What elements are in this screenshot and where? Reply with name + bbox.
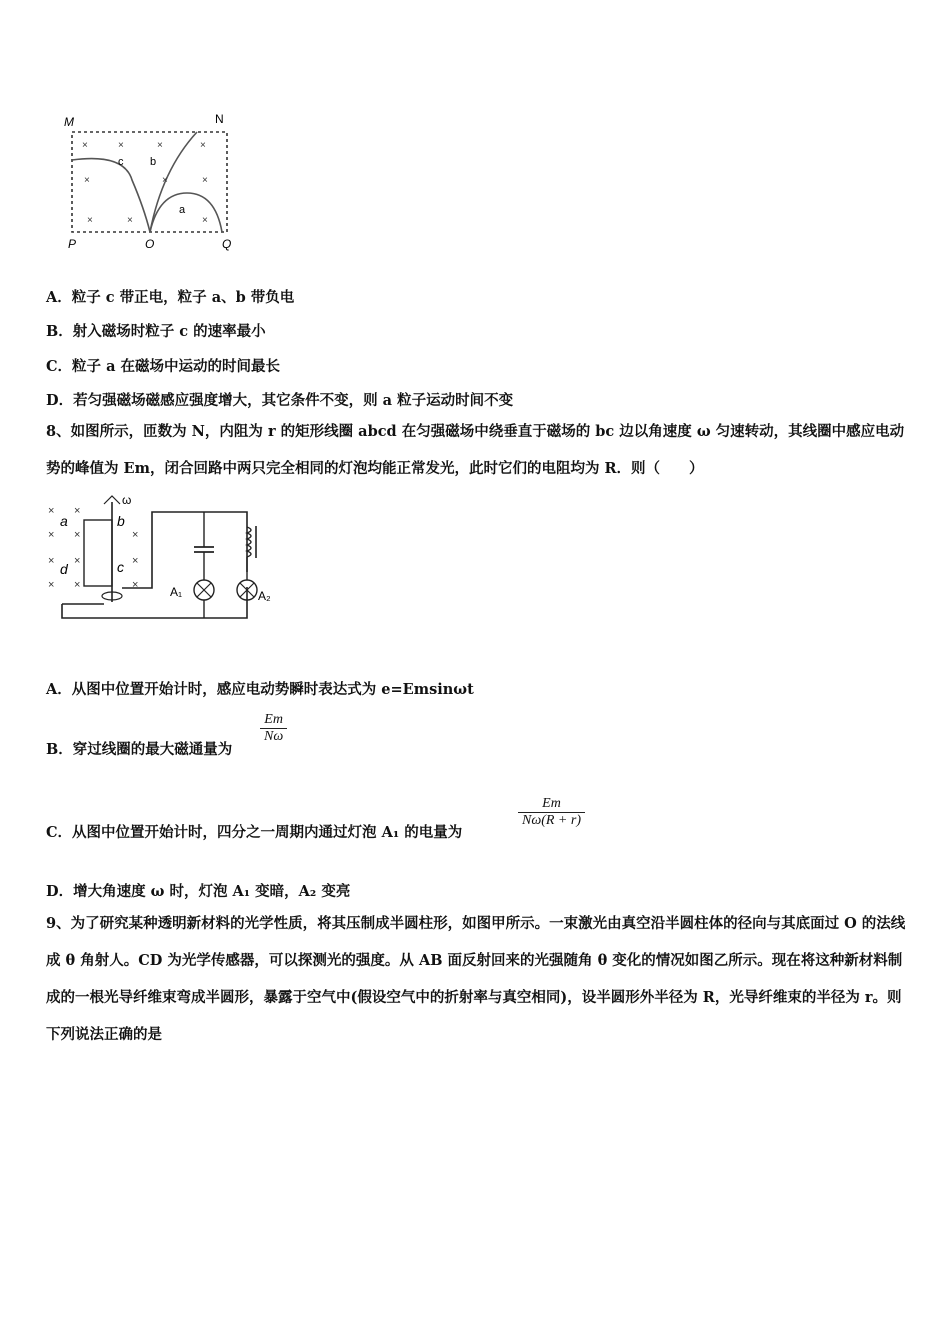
svg-text:×: × [74,505,81,517]
svg-text:×: × [84,175,90,186]
fraction-numerator: Em [518,796,585,813]
svg-text:×: × [48,555,55,567]
coil-abcd [84,520,112,586]
q8-option-b-fraction [260,712,287,745]
q9-stem: 9、为了研究某种透明新材料的光学性质，将其压制成半圆柱形，如图甲所示。一束激光由真空沿半圆柱体的径向与其底面过 O 的法线成 θ 角射人。CD 为光学传感器，可以探测光的强度。从 AB 面反射回来的光强随角 θ 变化的情况如图乙所示。现在将这种新材料制成的一根光导纤维束弯成半圆形，暴露于空气中(假设空气中的折射率与真空相同)，设半圆形外半径为 R，光导纤维束的半径为 r。则下列说法正确的是 [46,915,906,1043]
label-c: c [117,559,124,575]
svg-text:×: × [200,140,206,151]
q8-option-b: B．穿过线圈的最大磁通量为 [46,741,233,758]
label-b: b [117,513,125,529]
q7-option-c: C．粒子 a 在磁场中运动的时间最长 [46,358,281,375]
label-b: b [150,156,157,168]
fraction-numerator: Em [260,712,287,729]
q8-figure [44,492,284,628]
wire-bottom [62,587,247,618]
svg-text:×: × [82,140,88,151]
q7-option-a: A．粒子 c 带正电，粒子 a、b 带负电 [46,289,295,306]
label-A2: A₂ [258,589,271,603]
svg-text:×: × [74,579,81,591]
svg-text:×: × [132,529,139,541]
label-A1: A₁ [170,585,183,599]
label-a: a [60,513,68,529]
trajectory-a [150,193,222,232]
trajectory-c [72,159,150,232]
svg-text:×: × [202,175,208,186]
q8-stem: 8、如图所示，匝数为 N，内阻为 r 的矩形线圈 abcd 在匀强磁场中绕垂直于磁场的 bc 边以角速度 ω 匀速转动，其线圈中感应电动势的峰值为 Em，闭合回路中两只完全相同的灯泡均能正常发光，此时它们的电阻均为 R．则（ ） [46,423,905,477]
q7-figure [62,108,242,253]
svg-text:×: × [162,175,168,186]
svg-text:×: × [48,505,55,517]
label-omega: ω [122,493,132,507]
svg-text:×: × [74,555,81,567]
q7-option-b: B．射入磁场时粒子 c 的速率最小 [46,323,266,340]
label-N: N [215,112,224,126]
fraction-denominator: Nω [264,729,284,744]
svg-text:×: × [132,579,139,591]
label-a: a [179,204,186,216]
label-P: P [68,237,77,251]
svg-text:×: × [74,529,81,541]
svg-text:×: × [48,579,55,591]
svg-text:×: × [132,555,139,567]
q8-option-c: C．从图中位置开始计时，四分之一周期内通过灯泡 A₁ 的电量为 [46,824,463,841]
label-Q: Q [222,237,232,251]
svg-text:×: × [127,215,133,226]
label-c: c [118,156,124,168]
q8-option-a: A．从图中位置开始计时，感应电动势瞬时表达式为 e=Emsinωt [46,681,474,698]
q8-option-c-fraction [518,796,585,829]
label-O: O [145,237,155,251]
q8-option-d: D．增大角速度 ω 时，灯泡 A₁ 变暗，A₂ 变亮 [46,883,351,900]
svg-text:×: × [118,140,124,151]
q7-option-d: D．若匀强磁场磁感应强度增大，其它条件不变，则 a 粒子运动时间不变 [46,392,514,409]
wire-top [122,512,247,588]
svg-text:×: × [48,529,55,541]
svg-text:×: × [87,215,93,226]
label-M: M [64,115,74,129]
svg-text:×: × [202,215,208,226]
label-d: d [60,561,68,577]
fraction-denominator: Nω(R + r) [522,813,581,828]
svg-text:×: × [157,140,163,151]
